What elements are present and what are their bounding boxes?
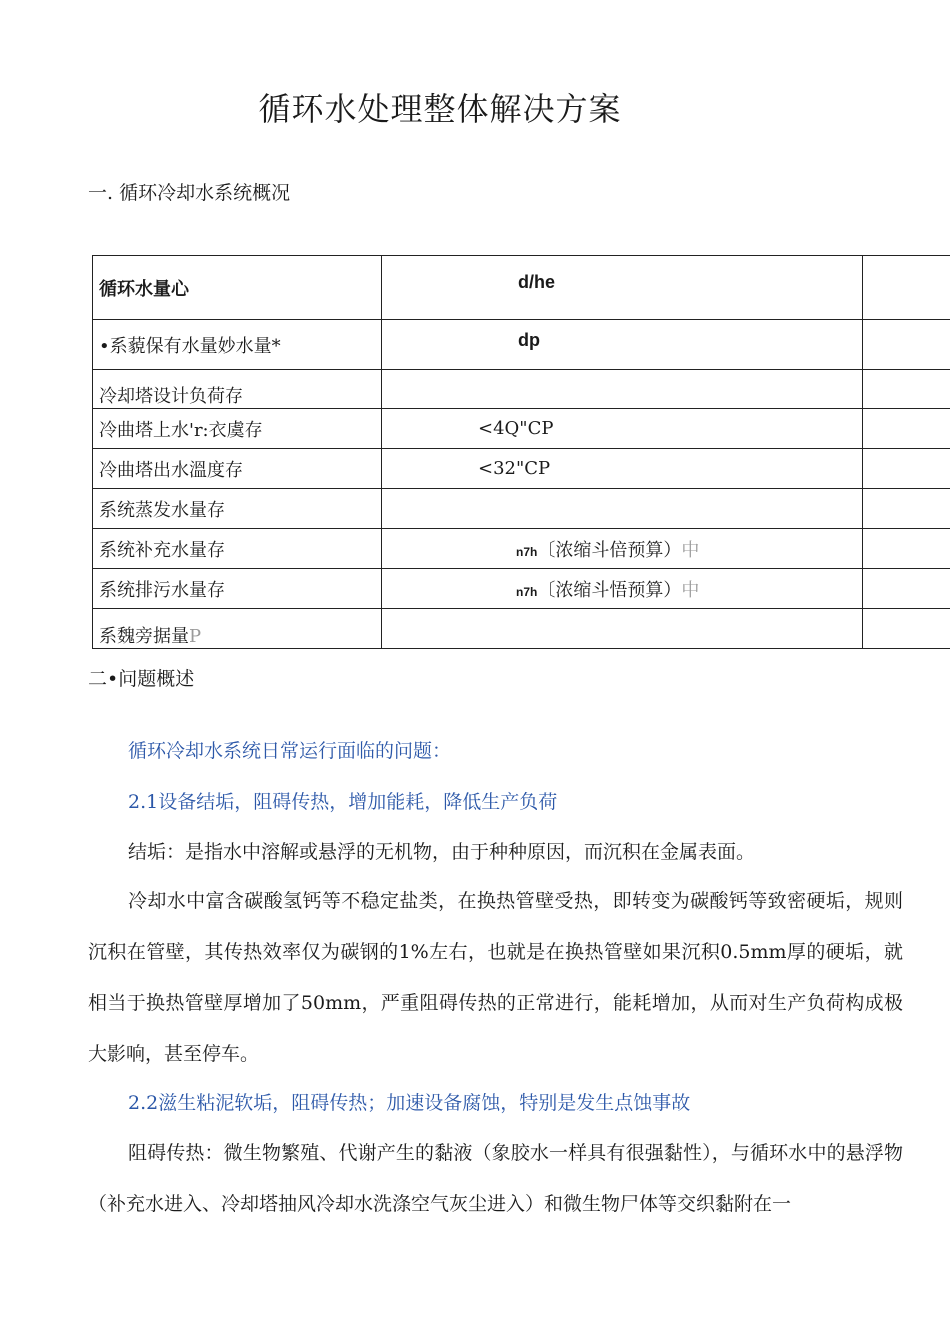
table-row bbox=[93, 409, 950, 449]
row-value bbox=[382, 569, 863, 609]
subheading-scaling: 2.1设备结垢，阻碍传热，增加能耗，降低生产负荷 bbox=[128, 791, 558, 813]
system-parameters-table bbox=[92, 255, 950, 649]
paragraph-slime-detail: 阻碍传热：微生物繁殖、代谢产生的黏液（象胶水一样具有很强黏性），与循环水中的悬浮物（补充水进入、冷却塔抽风冷却水洗涤空气灰尘进入）和微生物尸体等交织黏附在一 bbox=[88, 1142, 903, 1215]
row-value bbox=[382, 609, 863, 649]
table-row bbox=[93, 256, 950, 320]
row-value bbox=[382, 370, 863, 409]
row-extra bbox=[863, 370, 950, 409]
row-value: d/he bbox=[382, 256, 863, 320]
row-label: 系统补充水量存 bbox=[93, 529, 382, 569]
row-label: •系藐保有水量妙水量* bbox=[93, 320, 382, 370]
row-label: 系统蒸发水量存 bbox=[93, 489, 382, 529]
row-extra bbox=[863, 489, 950, 529]
section-heading-overview: 一. 循环冷却水系统概况 bbox=[88, 182, 291, 204]
row-label: 冷曲塔出水溫度存 bbox=[93, 449, 382, 489]
row-value: <32"CP bbox=[382, 449, 863, 489]
value-text: 〔浓缩斗倍预算） bbox=[537, 539, 682, 561]
row-extra bbox=[863, 609, 950, 649]
row-extra bbox=[863, 320, 950, 370]
table-row bbox=[93, 370, 950, 409]
row-label: 冷曲塔上水'r:衣虞存 bbox=[93, 409, 382, 449]
value-text: 〔浓缩斗悟预算） bbox=[537, 579, 682, 601]
value-suffix: 中 bbox=[681, 539, 700, 561]
table-row bbox=[93, 320, 950, 370]
row-value bbox=[382, 529, 863, 569]
table-row bbox=[93, 489, 950, 529]
value-prefix: n7h bbox=[516, 584, 538, 599]
row-value: <4Q"CP bbox=[382, 409, 863, 449]
table-row bbox=[93, 569, 950, 609]
paragraph-scaling-definition: 结垢：是指水中溶解或悬浮的无机物，由于种种原因，而沉积在金属表面。 bbox=[128, 841, 756, 863]
subheading-slime: 2.2滋生粘泥软垢，阻碍传热；加速设备腐蚀，特别是发生点蚀事故 bbox=[128, 1092, 691, 1114]
table-row bbox=[93, 449, 950, 489]
row-value bbox=[382, 489, 863, 529]
table-row bbox=[93, 529, 950, 569]
row-extra bbox=[863, 529, 950, 569]
row-label: 冷却塔设计负荷存 bbox=[93, 370, 382, 409]
paragraph-scaling-detail: 冷却水中富含碳酸氢钙等不稳定盐类，在换热管壁受热，即转变为碳酸钙等致密硬垢，规则沉积在管壁，其传热效率仅为碳钢的1%左右，也就是在换热管壁如果沉积0.5mm厚的硬垢，就相当于换热管壁厚增加了50mm，严重阻碍传热的正常进行，能耗增加，从而对生产负荷构成极大影响，甚至停车。 bbox=[88, 890, 903, 1065]
row-label: 系魏旁据量P bbox=[93, 609, 382, 649]
row-extra bbox=[863, 449, 950, 489]
section-heading-problems: 二•问题概述 bbox=[88, 668, 195, 690]
row-extra bbox=[863, 409, 950, 449]
row-label: 循环水量心 bbox=[93, 256, 382, 320]
value-suffix: 中 bbox=[681, 579, 700, 601]
label-suffix: P bbox=[189, 626, 202, 647]
intro-line: 循环冷却水系统日常运行面临的问题： bbox=[128, 740, 452, 762]
value-prefix: n7h bbox=[516, 544, 538, 559]
document-title: 循环水处理整体解决方案 bbox=[258, 90, 622, 128]
row-value: dp bbox=[382, 320, 863, 370]
row-extra bbox=[863, 569, 950, 609]
row-label: 系统排污水量存 bbox=[93, 569, 382, 609]
table-row bbox=[93, 609, 950, 649]
row-extra bbox=[863, 256, 950, 320]
